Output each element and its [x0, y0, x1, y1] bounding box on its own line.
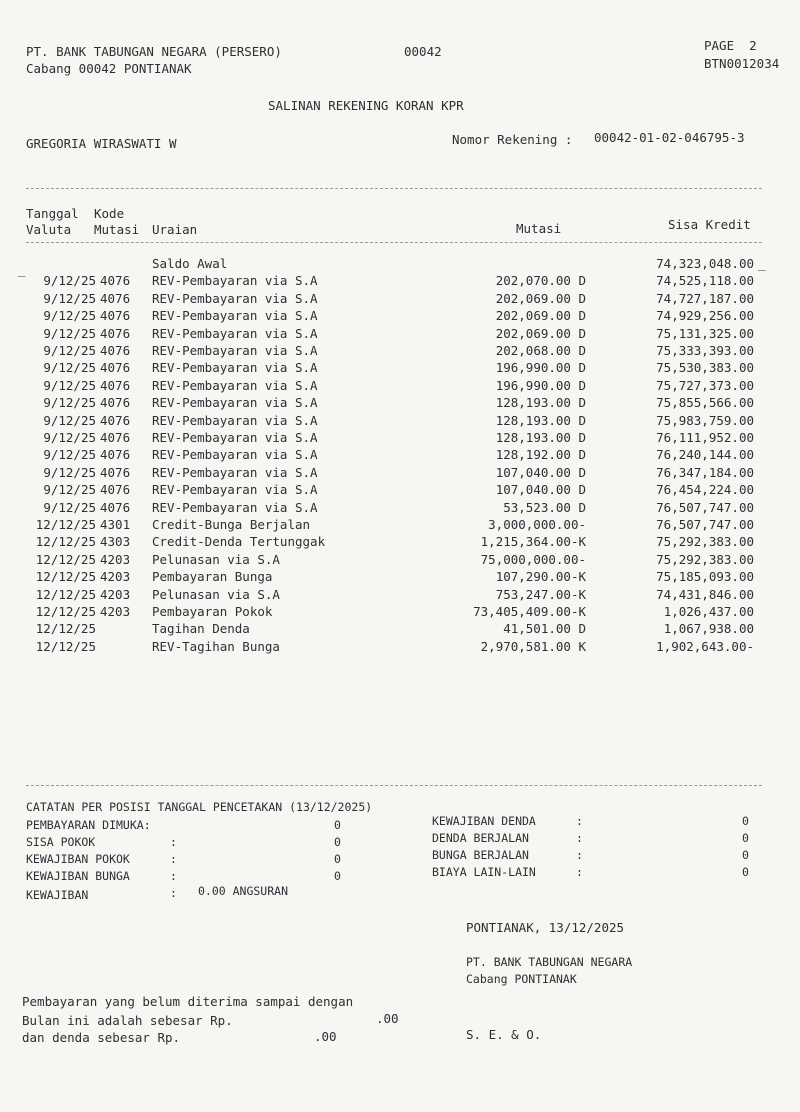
row-date: 9/12/25: [43, 412, 96, 428]
statement-title: SALINAN REKENING KORAN KPR: [268, 98, 464, 113]
row-code: 4076: [100, 430, 131, 445]
row-code: 4303: [100, 534, 131, 550]
unpaid-line-1: Pembayaran yang belum diterima sampai dengan: [22, 994, 354, 1009]
columns-divider: [26, 242, 762, 243]
row-description: REV-Pembayaran via S.A: [152, 499, 318, 515]
table-row: [0, 482, 800, 499]
table-row: [0, 273, 800, 290]
account-label: Nomor Rekening :: [452, 132, 573, 147]
row-code: 4076: [100, 360, 131, 376]
row-mutation: 202,069.00 D: [495, 290, 586, 306]
row-description: REV-Pembayaran via S.A: [152, 360, 318, 376]
notes-right-label: DENDA BERJALAN: [432, 831, 529, 845]
row-balance: 76,111,952.00: [656, 430, 754, 445]
bank-name: PT. BANK TABUNGAN NEGARA (PERSERO): [26, 44, 282, 59]
table-row: [0, 604, 800, 621]
row-mutation: 53,523.00 D: [503, 499, 586, 515]
row-date: 12/12/25: [35, 604, 96, 619]
row-mutation: 196,990.00 D: [495, 360, 586, 376]
row-date: 9/12/25: [43, 343, 96, 358]
place-date: PONTIANAK, 13/12/2025: [466, 920, 625, 935]
branch-name: Cabang 00042 PONTIANAK: [26, 61, 192, 76]
table-row: [0, 256, 800, 273]
table-row: [0, 360, 800, 377]
col-balance-label: Sisa Kredit: [668, 217, 751, 232]
notes-left-value: 0: [334, 869, 341, 883]
row-description: REV-Pembayaran via S.A: [152, 273, 318, 289]
row-mutation: 73,405,409.00-K: [473, 604, 586, 619]
row-description: Credit-Denda Tertunggak: [152, 534, 326, 550]
row-balance: 76,507,747.00: [656, 517, 754, 532]
table-row: [0, 447, 800, 464]
col-mutation-label: Mutasi: [516, 221, 562, 236]
notes-right-value: 0: [742, 831, 749, 845]
row-code: 4203: [100, 604, 131, 619]
notes-right-value: 0: [742, 848, 749, 862]
row-balance: 75,855,566.00: [656, 395, 754, 411]
row-code: 4076: [100, 377, 131, 393]
signer-branch: Cabang PONTIANAK: [466, 972, 577, 986]
page-number: PAGE 2: [704, 38, 757, 53]
row-mutation: 202,070.00 D: [495, 273, 586, 289]
row-balance: 76,507,747.00: [656, 499, 754, 515]
table-row: [0, 395, 800, 412]
row-description: Pelunasan via S.A: [152, 586, 280, 602]
table-row: [0, 430, 800, 447]
row-balance: 74,323,048.00: [656, 256, 754, 271]
row-date: 12/12/25: [35, 551, 96, 567]
notes-left-label: PEMBAYARAN DIMUKA:: [26, 818, 151, 832]
row-description: REV-Pembayaran via S.A: [152, 464, 318, 480]
row-date: 9/12/25: [43, 308, 96, 324]
table-end-divider: [26, 785, 762, 786]
document-code: BTN0012034: [704, 56, 780, 71]
row-date: 9/12/25: [43, 273, 96, 289]
row-description: Pelunasan via S.A: [152, 551, 280, 567]
row-balance: 74,431,846.00: [656, 586, 754, 602]
row-description: Pembayaran Pokok: [152, 604, 273, 619]
row-date: 12/12/25: [35, 621, 96, 637]
row-balance: 1,026,437.00: [663, 604, 754, 619]
notes-left-value: 0: [334, 818, 341, 832]
row-mutation: 753,247.00-K: [495, 586, 586, 602]
row-code: 4076: [100, 464, 131, 480]
row-balance: 75,131,325.00: [656, 325, 754, 341]
row-balance: 1,067,938.00: [663, 621, 754, 637]
signer-bank: PT. BANK TABUNGAN NEGARA: [466, 955, 633, 969]
row-date: 9/12/25: [43, 499, 96, 515]
col-code-label-2: Mutasi: [94, 222, 140, 237]
unpaid-amount: .00: [376, 1011, 399, 1026]
row-balance: 74,929,256.00: [656, 308, 754, 324]
seo-note: S. E. & O.: [466, 1027, 542, 1042]
col-date-label-1: Tanggal: [26, 206, 79, 221]
row-description: REV-Pembayaran via S.A: [152, 308, 318, 324]
row-date: 9/12/25: [43, 290, 96, 306]
row-mutation: 128,193.00 D: [495, 412, 586, 428]
notes-right-label: BIAYA LAIN-LAIN: [432, 865, 536, 879]
table-row: [0, 326, 800, 343]
row-mutation: 107,040.00 D: [495, 482, 586, 498]
row-description: REV-Pembayaran via S.A: [152, 377, 318, 393]
row-balance: 76,240,144.00: [656, 447, 754, 463]
row-balance: 1,902,643.00-: [656, 638, 754, 654]
notes-right-value: 0: [742, 814, 749, 828]
table-row: [0, 587, 800, 604]
notes-right-label: BUNGA BERJALAN: [432, 848, 529, 862]
row-description: REV-Pembayaran via S.A: [152, 343, 318, 358]
notes-right-sep: :: [576, 814, 583, 828]
row-balance: 75,333,393.00: [656, 343, 754, 358]
row-mutation: 196,990.00 D: [495, 377, 586, 393]
table-row: [0, 343, 800, 360]
row-marker-left: _: [18, 262, 26, 277]
row-mutation: 128,193.00 D: [495, 395, 586, 411]
notes-left-sep: :: [170, 869, 177, 883]
notes-right-label: KEWAJIBAN DENDA: [432, 814, 536, 828]
customer-name: GREGORIA WIRASWATI W: [26, 136, 177, 151]
row-description: REV-Pembayaran via S.A: [152, 325, 318, 341]
row-balance: 75,292,383.00: [656, 551, 754, 567]
row-date: 9/12/25: [43, 360, 96, 376]
notes-left-label: KEWAJIBAN POKOK: [26, 852, 130, 866]
row-balance: 75,727,373.00: [656, 377, 754, 393]
row-mutation: 202,069.00 D: [495, 308, 586, 324]
row-mutation: 41,501.00 D: [503, 621, 586, 637]
row-description: REV-Pembayaran via S.A: [152, 290, 318, 306]
row-code: 4203: [100, 569, 131, 585]
row-code: 4076: [100, 499, 131, 515]
row-balance: 76,347,184.00: [656, 464, 754, 480]
row-code: 4076: [100, 412, 131, 428]
row-date: 12/12/25: [35, 638, 96, 654]
table-row: [0, 517, 800, 534]
row-code: 4076: [100, 343, 131, 358]
row-date: 9/12/25: [43, 430, 96, 445]
table-row: [0, 465, 800, 482]
row-code: 4301: [100, 517, 131, 532]
row-balance: 75,292,383.00: [656, 534, 754, 550]
table-row: [0, 569, 800, 586]
row-description: REV-Pembayaran via S.A: [152, 395, 318, 411]
row-mutation: 2,970,581.00 K: [480, 638, 586, 654]
row-mutation: 202,068.00 D: [495, 343, 586, 358]
col-code-label-1: Kode: [94, 206, 125, 221]
penalty-amount: .00: [314, 1029, 337, 1044]
row-date: 9/12/25: [43, 482, 96, 498]
notes-heading: CATATAN PER POSISI TANGGAL PENCETAKAN (13/12/2025): [26, 800, 373, 814]
row-description: REV-Pembayaran via S.A: [152, 412, 318, 428]
row-description: REV-Pembayaran via S.A: [152, 430, 318, 445]
notes-right-sep: :: [576, 865, 583, 879]
obligation-label: KEWAJIBAN: [26, 888, 89, 902]
row-description: Saldo Awal: [152, 256, 228, 271]
row-mutation: 128,192.00 D: [495, 447, 586, 463]
row-code: 4076: [100, 325, 131, 341]
notes-left-label: KEWAJIBAN BUNGA: [26, 869, 130, 883]
row-code: 4203: [100, 586, 131, 602]
row-description: Pembayaran Bunga: [152, 569, 273, 585]
table-row: [0, 500, 800, 517]
header-divider: [26, 188, 762, 189]
notes-right-sep: :: [576, 831, 583, 845]
table-row: [0, 639, 800, 656]
obligation-sep: :: [170, 886, 177, 900]
table-row: [0, 552, 800, 569]
notes-left-label: SISA POKOK: [26, 835, 96, 849]
table-row: [0, 413, 800, 430]
row-balance: 76,454,224.00: [656, 482, 754, 498]
row-date: 9/12/25: [43, 395, 96, 411]
row-mutation: 1,215,364.00-K: [480, 534, 586, 550]
row-description: REV-Tagihan Bunga: [152, 638, 280, 654]
row-balance: 74,525,118.00: [656, 273, 754, 289]
row-date: 12/12/25: [35, 517, 96, 532]
col-date-label-2: Valuta: [26, 222, 72, 237]
unpaid-line-2: Bulan ini adalah sebesar Rp.: [22, 1013, 233, 1028]
row-description: REV-Pembayaran via S.A: [152, 482, 318, 498]
row-balance: 75,983,759.00: [656, 412, 754, 428]
branch-code: 00042: [404, 44, 442, 59]
row-date: 9/12/25: [43, 447, 96, 463]
notes-right-sep: :: [576, 848, 583, 862]
row-code: 4203: [100, 551, 131, 567]
notes-right-value: 0: [742, 865, 749, 879]
row-date: 9/12/25: [43, 464, 96, 480]
row-date: 12/12/25: [35, 569, 96, 585]
row-mutation: 128,193.00 D: [495, 430, 586, 445]
row-mutation: 107,290.00-K: [495, 569, 586, 585]
row-code: 4076: [100, 273, 131, 289]
row-mutation: 107,040.00 D: [495, 464, 586, 480]
account-number: 00042-01-02-046795-3: [594, 130, 745, 145]
table-row: [0, 621, 800, 638]
row-mutation: 202,069.00 D: [495, 325, 586, 341]
row-code: 4076: [100, 308, 131, 324]
row-marker-right: _: [758, 256, 766, 271]
row-description: Credit-Bunga Berjalan: [152, 517, 311, 532]
row-balance: 74,727,187.00: [656, 290, 754, 306]
col-desc-label: Uraian: [152, 222, 198, 237]
row-code: 4076: [100, 290, 131, 306]
notes-left-sep: :: [170, 852, 177, 866]
row-balance: 75,530,383.00: [656, 360, 754, 376]
table-row: [0, 308, 800, 325]
row-date: 9/12/25: [43, 377, 96, 393]
row-code: 4076: [100, 482, 131, 498]
table-row: [0, 291, 800, 308]
row-code: 4076: [100, 395, 131, 411]
row-description: Tagihan Denda: [152, 621, 250, 637]
row-date: 9/12/25: [43, 325, 96, 341]
notes-left-value: 0: [334, 835, 341, 849]
table-row: [0, 378, 800, 395]
notes-left-sep: :: [170, 835, 177, 849]
notes-left-value: 0: [334, 852, 341, 866]
row-code: 4076: [100, 447, 131, 463]
table-row: [0, 534, 800, 551]
obligation-value: 0.00 ANGSURAN: [198, 884, 289, 898]
row-date: 12/12/25: [35, 534, 96, 550]
row-mutation: 3,000,000.00-: [488, 517, 586, 532]
row-balance: 75,185,093.00: [656, 569, 754, 585]
row-description: REV-Pembayaran via S.A: [152, 447, 318, 463]
penalty-line: dan denda sebesar Rp.: [22, 1030, 181, 1045]
row-date: 12/12/25: [35, 586, 96, 602]
row-mutation: 75,000,000.00-: [480, 551, 586, 567]
